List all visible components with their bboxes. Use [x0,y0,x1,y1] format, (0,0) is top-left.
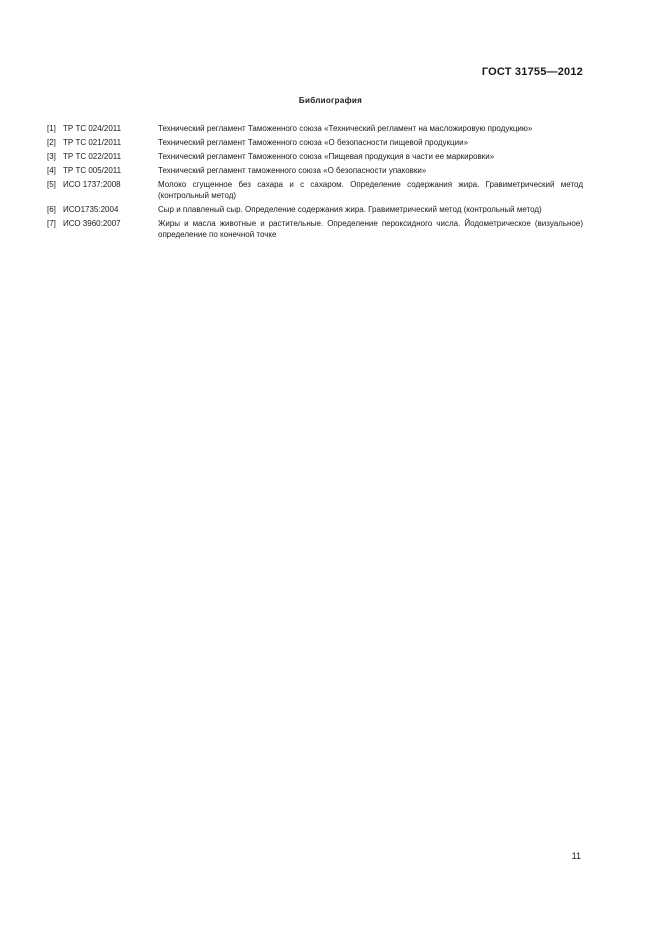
entry-code: ТР ТС 021/2011 [63,138,122,147]
entry-code: ТР ТС 024/2011 [63,124,122,133]
entry-code: ТР ТС 005/2011 [63,166,122,175]
bibliography-title: Библиография [298,96,363,105]
bibliography-entry [47,179,583,201]
entry-code: ТР ТС 022/2011 [63,152,122,161]
entry-text: Сыр и плавленый сыр. Определение содержания жира. Гравиметрический метод (контрольный метод) [158,205,542,214]
entry-code: ИСО 3960:2007 [63,219,121,228]
entry-number: [7] [47,219,56,228]
bibliography-entry [47,204,583,215]
entry-text: Технический регламент таможенного союза «О безопасности упаковки» [158,166,427,175]
entry-text: Технический регламент Таможенного союза «О безопасности пищевой продукции» [158,138,469,147]
entry-code: ИСО1735:2004 [63,205,119,214]
entry-number: [5] [47,180,56,189]
entry-code: ИСО 1737:2008 [63,180,121,189]
entry-number: [6] [47,205,56,214]
bibliography-entry [47,165,583,176]
bibliography-entry [47,151,583,162]
bibliography-entry [47,137,583,148]
document-code: ГОСТ 31755—2012 [481,66,583,78]
bibliography-list [47,123,583,243]
entry-number: [2] [47,138,56,147]
entry-number: [3] [47,152,56,161]
entry-text: Молоко сгущенное без сахара и с сахаром. Определение содержания жира. Гравиметрический метод (контрольный метод) [158,180,583,200]
entry-text: Технический регламент Таможенного союза «Технический регламент на масложировую продукцию» [158,124,533,133]
entry-number: [1] [47,124,56,133]
entry-text: Жиры и масла животные и растительные. Определение пероксидного числа. Йодометрическое (визуальное) определение по конечной точке [158,219,583,239]
bibliography-entry [47,123,583,134]
entry-text: Технический регламент Таможенного союза «Пищевая продукция в части ее маркировки» [158,152,495,161]
entry-number: [4] [47,166,56,175]
page-number: 11 [571,851,581,861]
bibliography-entry [47,218,583,240]
